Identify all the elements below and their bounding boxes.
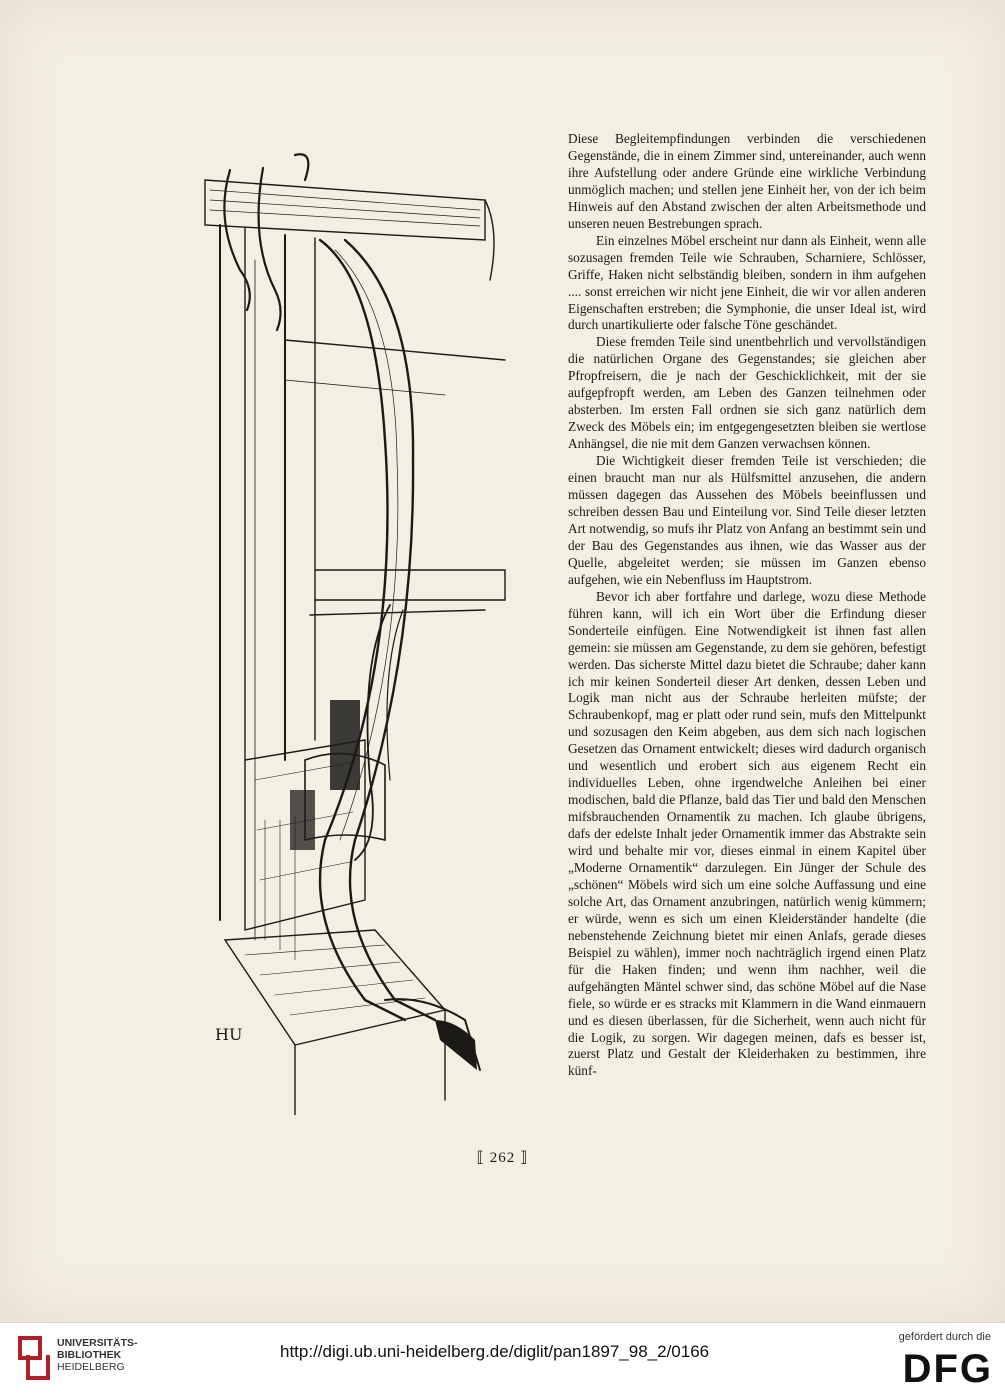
permalink-url[interactable]: http://digi.ub.uni-heidelberg.de/diglit/pan1897_98_2/0166 xyxy=(280,1342,710,1361)
paragraph: Die Wichtigkeit dieser fremden Teile ist verschieden; die einen braucht man nur als Hülfsmittel anzusehen, die andern müssen dagegen das Aussehen des Möbels beeinflussen und schreiben dessen Bau und Einteilung vor. Sind Teile dieser letzten Art notwendig, so mufs ihr Platz von Anfang an bestimmt sein und der Bau des Gegenstandes aus ihnen, wie das Wasser aus der Quelle, abgeleitet werden; sie müssen im Ganzen ebenso aufgehen, wie ein Nebenfluss im Hauptstrom. xyxy=(568,453,926,587)
library-name[interactable] xyxy=(57,1337,138,1373)
paragraph: Bevor ich aber fortfahre und darlege, wozu diese Methode führen kann, will ich ein Wort über die Erfindung dieser Sonderteile einfügen. Eine Notwendigkeit ist ihnen fast allen gemein: sie müssen am Gegenstande, zu dem sie gehören, befestigt werden. Das sicherste Mittel dazu bietet die Schraube; daher kann ich mir keinen Sonderteil dieser Art denken, dessen Leben und Logik man nicht aus der Schraube herleiten müfste; der Schraubenkopf, mag er platt oder rund sein, mufs den Mittelpunkt und sozusagen den Keim abgeben, aus dem sich nach logischen Gesetzen das Ornament entwickelt; dieses wird dadurch organisch und wesentlich und erobert sich aus eigenem Recht ein individuelles Leben, ohne irgendwelche Anleihen bei einer modischen, bald die Pflanze, bald das Tier und bald den Menschen mifsbrauchenden Ornamentik zu machen. Ich glaube übrigens, dafs der edelste Inhalt jeder Ornamentik immer das Abstrakte sein wird und behalte mir vor, dieses einmal in einem Kapitel über „Moderne Ornamentik“ darzulegen. Ein Jünger der Schule des „schönen“ Möbels wird sich um eine solche Auffassung und eine solche Art, das Ornament anzubringen, natürlich wenig kümmern; er würde, wenn es sich um einen Kleiderständer handelte (die nebenstehende Zeichnung bietet mir einen Anlafs, gerade dieses Beispiel zu wählen), immer noch nachträglich irgend einen Platz für die Haken finden; und wenn ihm nachher, weil die aufgehängten Mäntel schwer sind, das schöne Möbel auf die Nase fiele, so würde er es stracks mit Klammern in die Wand einmauern und es diesen überlassen, für die Sicherheit, wenn auch nicht für die Logik, zu sorgen. Wir dagegen meinen, dafs es besser ist, zuerst Platz und Gestalt der Kleiderhaken zu bestimmen, ihre künf- xyxy=(568,588,926,1079)
funded-by-label: gefördert durch die xyxy=(898,1331,991,1343)
article-text xyxy=(568,131,926,1080)
library-name-line: UNIVERSITÄTS- xyxy=(57,1337,138,1349)
university-library-logo-icon[interactable] xyxy=(10,1333,50,1383)
library-name-line: BIBLIOTHEK xyxy=(57,1349,122,1361)
coat-stand-illustration xyxy=(185,140,510,1115)
paragraph: Ein einzelnes Möbel erscheint nur dann als Einheit, wenn alle sozusagen fremden Teile wie Schrauben, Scharniere, Schlösser, Griffe, Haken nicht selbständig bleiben, sondern in ihm aufgehen .... sonst erreichen wir nicht jene Einheit, die wir vor allen anderen Eigenschaften erstreben; die Symphonie, die unser Ideal ist, wird durch unartikulierte oder falsche Töne geschändet. xyxy=(568,232,926,333)
digitization-footer xyxy=(0,1322,1005,1396)
dfg-logo[interactable]: DFG xyxy=(902,1347,993,1391)
page-number: ⟦ 262 ⟧ xyxy=(476,1150,529,1166)
paragraph: Diese Begleitempfindungen verbinden die verschiedenen Gegenstände, die in einem Zimmer sind, untereinander, auch wenn ihre Aufstellung oder andere Gründe eine wirkliche Verbindung unmöglich machen; und stellen jene Einheit her, von der ich beim Hinweis auf den Abstand zwischen der alten Arbeitsmethode und unseren neuen Bestrebungen sprach. xyxy=(568,131,926,231)
paragraph: Diese fremden Teile sind unentbehrlich und vervollständigen die natürlichen Organe des Gegenstandes; sie gleichen aber Pfropfreisern, die je nach der Geschicklichkeit, mit der sie aufgepfropft werden, am Leben des Ganzen teilnehmen oder absterben. Im ersten Fall ordnen sie sich ganz natürlich dem Zweck des Möbels ein; im entgegengesetzten bleiben sie wertlose Anhängsel, die nie mit dem Ganzen verwachsen können. xyxy=(568,334,926,452)
artist-monogram: HU xyxy=(215,1025,243,1044)
library-name-line: HEIDELBERG xyxy=(57,1361,125,1373)
